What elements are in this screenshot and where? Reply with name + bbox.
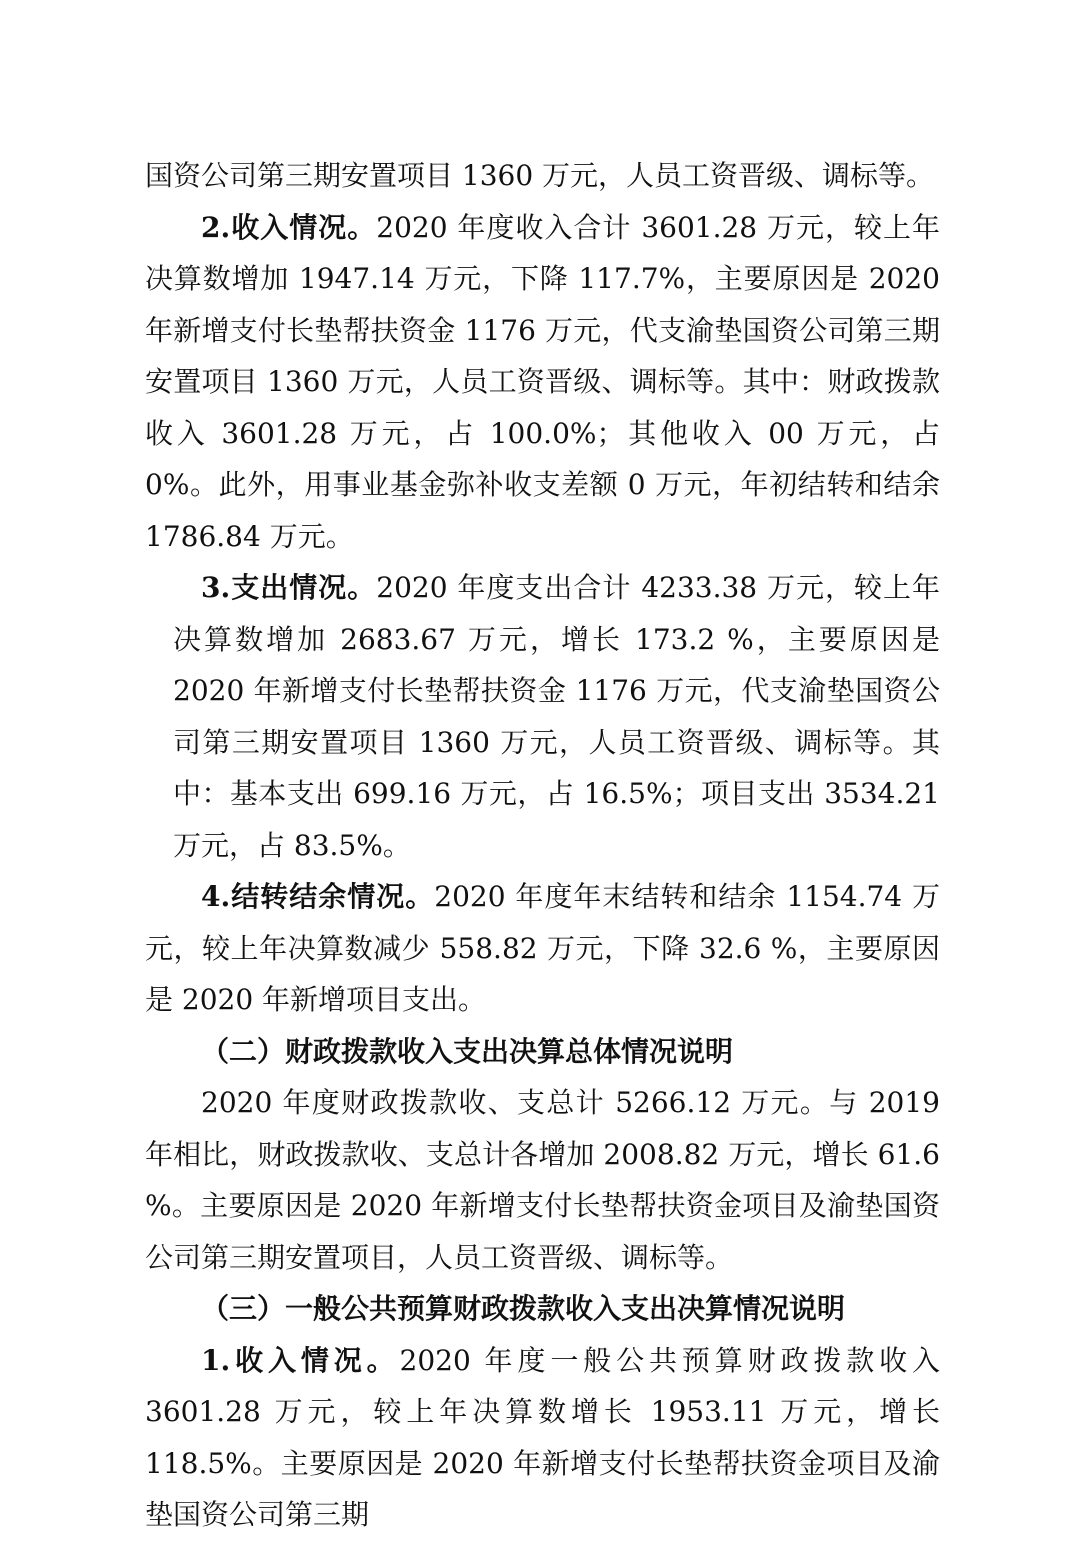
paragraph-text: 2020 年度支出合计 4233.38 万元，较上年决算数增加 2683.67 万元，增长 173.2 %，主要原因是 2020 年新增支付长垫帮扶资金 1176 万元，代支渝垫国资公司第三期安置项目 1360 万元，人员工资晋级、调标等。其中：基本支出 699.16 万元，占 16.5%；项目支出 3534.21 万元，占 83.5%。 [173, 571, 941, 862]
paragraph-carryover [145, 871, 940, 1026]
paragraph-text: 2020 年度一般公共预算财政拨款收入 3601.28 万元，较上年决算数增长 1953.11 万元，增长 118.5%。主要原因是 2020 年新增支付长垫帮扶资金项目及渝垫国资公司第三期 [145, 1343, 940, 1531]
paragraph-text: 国资公司第三期安置项目 1360 万元，人员工资晋级、调标等。 [145, 159, 935, 192]
paragraph-income [145, 202, 940, 563]
paragraph-lead: 4.结转结余情况。 [201, 880, 435, 913]
section-heading-fiscal-overview: （二）财政拨款收入支出决算总体情况说明 [201, 1034, 734, 1068]
document-page [145, 150, 940, 1541]
paragraph-lead: 2.收入情况。 [201, 210, 377, 244]
paragraph-continuation [145, 150, 940, 202]
paragraph-text: 2020 年度财政拨款收、支总计 5266.12 万元。与 2019 年相比，财政拨款收、支总计各增加 2008.82 万元，增长 61.6 %。主要原因是 2020 年新增支付长垫帮扶资金项目及渝垫国资公司第三期安置项目，人员工资晋级、调标等。 [145, 1086, 940, 1274]
paragraph-lead: 1.收入情况。 [201, 1343, 400, 1377]
section-heading-general-budget: （三）一般公共预算财政拨款收入支出决算情况说明 [201, 1292, 846, 1325]
paragraph-expenditure [145, 562, 940, 871]
paragraph-text: 2020 年度收入合计 3601.28 万元，较上年决算数增加 1947.14 万元，下降 117.7%，主要原因是 2020 年新增支付长垫帮扶资金 1176 万元，代支渝垫国资公司第三期安置项目 1360 万元，人员工资晋级、调标等。其中：财政拨款收入 3601.28 万元，占 100.0%；其他收入 00 万元，占 0%。此外，用事业基金弥补收支差额 0 万元，年初结转和结余 1786.84 万元。 [145, 210, 941, 553]
paragraph-lead: 3.支出情况。 [201, 571, 377, 604]
paragraph-text: 2020 年度年末结转和结余 1154.74 万元，较上年决算数减少 558.82 万元，下降 32.6 %，主要原因是 2020 年新增项目支出。 [145, 880, 941, 1016]
paragraph-fiscal-overview [145, 1077, 940, 1283]
paragraph-general-budget-income [145, 1335, 940, 1541]
